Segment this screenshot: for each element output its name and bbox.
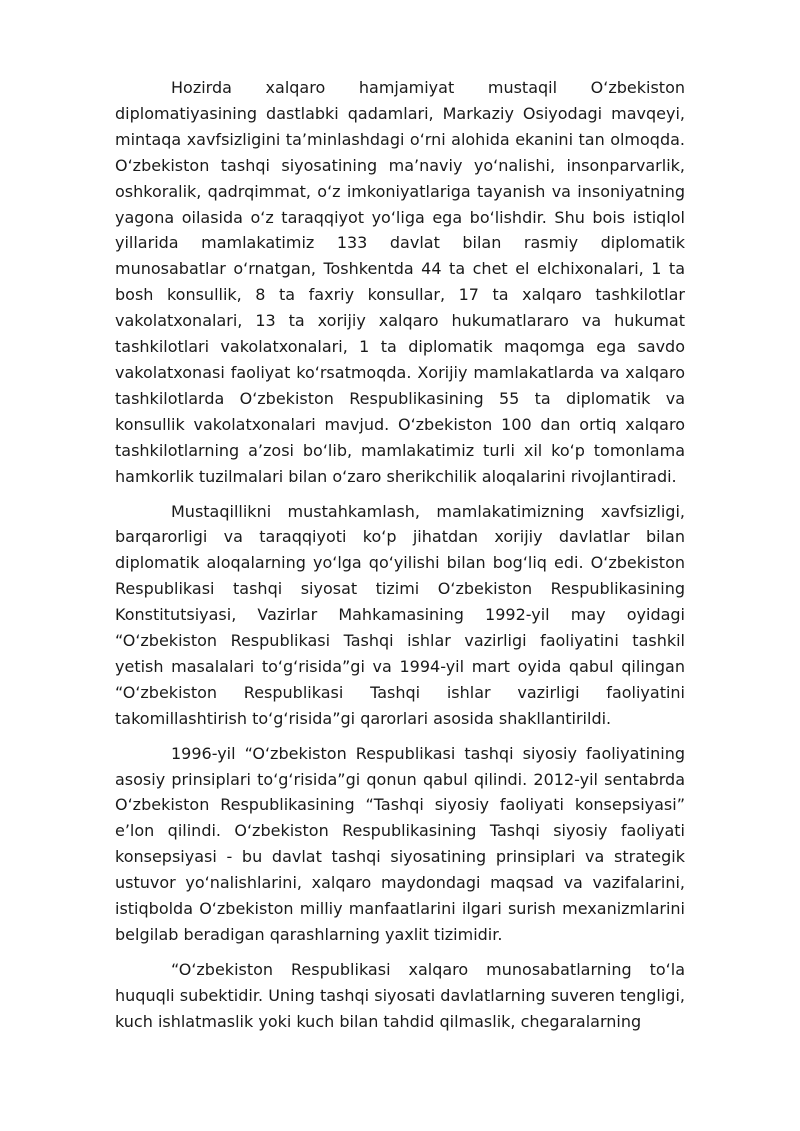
paragraph-2: Mustaqillikni mustahkamlash, mamlakatimizning xavfsizligi, barqarorligi va taraqqiyoti ko‘p jihatdan xorijiy davlatlar bilan diplomatik aloqalarning yo‘lga qo‘yilishi bilan bog‘liq edi. O‘zbekiston Respublikasi tashqi siyosat tizimi O‘zbekiston Respublikasining Konstitutsiyasi, Vazirlar Mahkamasining 1992-yil may oyidagi “O‘zbekiston Respublikasi Tashqi ishlar vazirligi faoliyatini tashkil yetish masalalari to‘g‘risida”gi va 1994-yil mart oyida qabul qilingan “O‘zbekiston Respublikasi Tashqi ishlar vazirligi faoliyatini takomillashtirish to‘g‘risida”gi qarorlari asosida shakllantirildi. [115,501,685,728]
paragraph-3: 1996-yil “O‘zbekiston Respublikasi tashqi siyosiy faoliyatining asosiy prinsiplari to‘g‘risida”gi qonun qabul qilindi. 2012-yil sentabrda O‘zbekiston Respublikasining “Tashqi siyosiy faoliyati konsepsiyasi” e’lon qilindi. O‘zbekiston Respublikasining Tashqi siyosiy faoliyati konsepsiyasi - bu davlat tashqi siyosatining prinsiplari va strategik ustuvor yo‘nalishlarini, xalqaro maydondagi maqsad va vazifalarini, istiqbolda O‘zbekiston milliy manfaatlarini ilgari surish mexanizmlarini belgilab beradigan qarashlarning yaxlit tizimidir. [115,743,685,944]
paragraph-4: “O‘zbekiston Respublikasi xalqaro munosabatlarning to‘la huquqli subektidir. Uning tashqi siyosati davlatlarning suveren tengligi, kuch ishlatmaslik yoki kuch bilan tahdid qilmaslik, chegaralarning [115,959,685,1031]
paragraph-1: Hozirda xalqaro hamjamiyat mustaqil O‘zbekiston diplomatiyasining dastlabki qadamlari, Markaziy Osiyodagi mavqeyi, mintaqa xavfsizligini ta’minlashdagi o‘rni alohida ekanini tan olmoqda. O‘zbekiston tashqi siyosatining ma’naviy yo‘nalishi, insonparvarlik, oshkoralik, qadrqimmat, o‘z imkoniyatlariga tayanish va insoniyatning yagona oilasida o‘z taraqqiyot yo‘liga ega bo‘lishdir. Shu bois istiqlol yillarida mamlakatimiz 133 davlat bilan rasmiy diplomatik munosabatlar o‘rnatgan, Toshkentda 44 ta chet el elchixonalari, 1 ta bosh konsullik, 8 ta faxriy konsullar, 17 ta xalqaro tashkilotlar vakolatxonalari, 13 ta xorijiy xalqaro hukumatlararo va hukumat tashkilotlari vakolatxonalari, 1 ta diplomatik maqomga ega savdo vakolatxonasi faoliyat ko‘rsatmoqda. Xorijiy mamlakatlarda va xalqaro tashkilotlarda O‘zbekiston Respublikasining 55 ta diplomatik va konsullik vakolatxonalari mavjud. O‘zbekiston 100 dan ortiq xalqaro tashkilotlarning a’zosi bo‘lib, mamlakatimiz turli xil ko‘p tomonlama hamkorlik tuzilmalari bilan o‘zaro sherikchilik aloqalarini rivojlantiradi. [115,78,685,486]
document-page [115,75,685,1044]
